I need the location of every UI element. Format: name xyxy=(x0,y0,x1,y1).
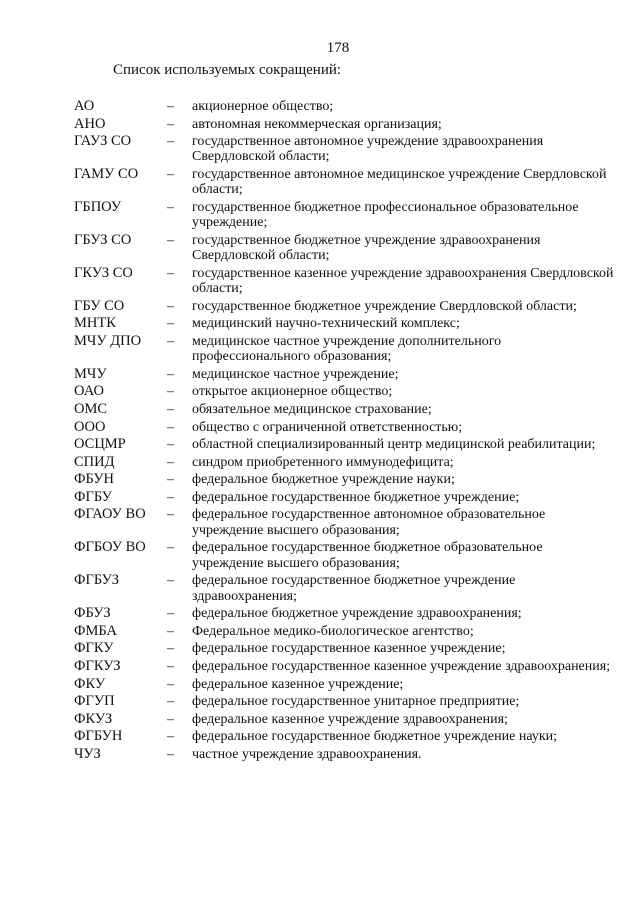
abbreviation-definition: федеральное казенное учреждение здравоохранения; xyxy=(192,711,508,727)
abbreviation-term: ФКУЗ xyxy=(74,710,113,727)
abbreviation-definition: государственное бюджетное учреждение Свердловской области; xyxy=(192,298,577,314)
abbreviation-row xyxy=(74,472,614,487)
abbreviation-term: ОСЦМР xyxy=(74,436,126,453)
abbreviation-dash: – xyxy=(167,623,174,639)
abbreviation-term: ФГКУЗ xyxy=(74,657,121,674)
abbreviation-definition: государственное автономное учреждение здравоохранения Свердловской области; xyxy=(192,134,544,165)
abbreviation-definition: областной специализированный центр медицинской реабилитации; xyxy=(192,437,596,453)
abbreviation-row xyxy=(74,694,614,709)
abbreviation-dash: – xyxy=(167,540,174,556)
abbreviation-row xyxy=(74,316,614,331)
abbreviation-dash: – xyxy=(167,676,174,692)
abbreviation-definition: федеральное государственное бюджетное учреждение науки; xyxy=(192,729,558,745)
abbreviation-row xyxy=(74,99,614,114)
abbreviation-term: ЧУЗ xyxy=(74,745,101,762)
abbreviation-term: СПИД xyxy=(74,453,115,470)
abbreviation-dash: – xyxy=(167,489,174,505)
abbreviation-row xyxy=(74,659,614,674)
abbreviation-dash: – xyxy=(167,694,174,710)
abbreviation-row xyxy=(74,712,614,727)
abbreviation-dash: – xyxy=(167,333,174,349)
abbreviation-definition: автономная некоммерческая организация; xyxy=(192,116,442,132)
abbreviation-definition: государственное казенное учреждение здравоохранения Свердловской области; xyxy=(192,265,614,297)
abbreviation-row xyxy=(74,624,614,639)
abbreviation-dash: – xyxy=(167,199,174,215)
abbreviation-row xyxy=(74,367,614,382)
abbreviation-row xyxy=(74,266,614,297)
page-number: 178 xyxy=(326,40,350,56)
abbreviation-row xyxy=(74,606,614,621)
abbreviation-term: ГКУЗ СО xyxy=(74,264,133,281)
abbreviation-definition: Федеральное медико-биологическое агентство; xyxy=(192,623,474,639)
abbreviation-row xyxy=(74,455,614,470)
abbreviation-definition: федеральное государственное автономное образовательное учреждение высшего образования; xyxy=(192,507,546,538)
abbreviation-definition: федеральное государственное бюджетное образовательное учреждение высшего образования; xyxy=(192,540,543,571)
abbreviation-definition: акционерное общество; xyxy=(192,99,334,114)
abbreviation-row xyxy=(74,420,614,435)
abbreviation-dash: – xyxy=(167,454,174,470)
abbreviation-definition: медицинское частное учреждение; xyxy=(192,366,399,382)
abbreviation-dash: – xyxy=(167,606,174,622)
abbreviation-dash: – xyxy=(167,366,174,382)
abbreviation-dash: – xyxy=(167,316,174,332)
abbreviation-definition: федеральное государственное казенное учреждение здравоохранения; xyxy=(192,658,611,674)
abbreviation-term: ФБУЗ xyxy=(74,605,111,622)
abbreviation-list xyxy=(74,99,614,764)
abbreviation-dash: – xyxy=(167,265,174,281)
abbreviation-dash: – xyxy=(167,167,174,183)
abbreviation-term: МЧУ ДПО xyxy=(74,332,142,349)
abbreviation-term: ФКУ xyxy=(74,675,106,692)
abbreviation-row xyxy=(74,117,614,132)
abbreviation-dash: – xyxy=(167,116,174,132)
abbreviation-dash: – xyxy=(167,658,174,674)
abbreviation-definition: федеральное государственное казенное учреждение; xyxy=(192,641,506,657)
abbreviation-definition: федеральное государственное унитарное предприятие; xyxy=(192,694,520,710)
abbreviation-dash: – xyxy=(167,437,174,453)
abbreviation-term: МЧУ xyxy=(74,365,107,382)
abbreviation-term: ФГБОУ ВО xyxy=(74,539,146,556)
abbreviation-row xyxy=(74,334,614,365)
abbreviation-dash: – xyxy=(167,384,174,400)
abbreviation-row xyxy=(74,402,614,417)
abbreviation-term: ФГБУЗ xyxy=(74,572,119,589)
abbreviation-term: ОАО xyxy=(74,383,104,400)
abbreviation-term: ФГБУН xyxy=(74,728,123,745)
abbreviation-definition: медицинский научно-технический комплекс; xyxy=(192,316,460,332)
abbreviation-dash: – xyxy=(167,232,174,248)
abbreviation-dash: – xyxy=(167,641,174,657)
abbreviation-term: ФМБА xyxy=(74,622,117,639)
abbreviation-term: ФБУН xyxy=(74,471,115,488)
abbreviation-definition: государственное бюджетное учреждение здравоохранения Свердловской области; xyxy=(192,232,541,264)
abbreviation-row xyxy=(74,233,614,264)
abbreviation-definition: государственное автономное медицинское учреждение Свердловской области; xyxy=(192,167,607,198)
abbreviation-definition: государственное бюджетное профессиональное образовательное учреждение; xyxy=(192,199,579,231)
abbreviation-row xyxy=(74,437,614,452)
abbreviation-row xyxy=(74,200,614,231)
abbreviation-term: ГБУЗ СО xyxy=(74,231,132,248)
abbreviation-dash: – xyxy=(167,729,174,745)
abbreviation-dash: – xyxy=(167,746,174,762)
abbreviation-definition: частное учреждение здравоохранения. xyxy=(192,746,422,762)
abbreviation-definition: медицинское частное учреждение дополнительного профессионального образования; xyxy=(192,333,502,365)
abbreviation-row xyxy=(74,677,614,692)
abbreviation-dash: – xyxy=(167,573,174,589)
abbreviation-term: ФГКУ xyxy=(74,640,114,657)
abbreviation-term: ГАМУ СО xyxy=(74,166,139,183)
abbreviation-term: АНО xyxy=(74,115,106,132)
abbreviation-dash: – xyxy=(167,401,174,417)
abbreviation-term: ГБУ СО xyxy=(74,297,125,314)
abbreviation-term: ОМС xyxy=(74,400,108,417)
abbreviation-definition: обязательное медицинское страхование; xyxy=(192,401,432,417)
abbreviation-definition: общество с ограниченной ответственностью; xyxy=(192,419,463,435)
abbreviation-dash: – xyxy=(167,507,174,523)
list-title: Список используемых сокращений: xyxy=(113,62,342,78)
abbreviation-definition: федеральное государственное бюджетное учреждение здравоохранения; xyxy=(192,573,516,604)
abbreviation-row xyxy=(74,134,614,165)
abbreviation-dash: – xyxy=(167,99,174,114)
abbreviation-term: ООО xyxy=(74,418,106,435)
abbreviation-row xyxy=(74,729,614,744)
abbreviation-term: ГАУЗ СО xyxy=(74,133,132,150)
abbreviation-definition: федеральное государственное бюджетное учреждение; xyxy=(192,489,520,505)
abbreviation-definition: федеральное бюджетное учреждение науки; xyxy=(192,472,455,488)
abbreviation-dash: – xyxy=(167,134,174,150)
abbreviation-term: ГБПОУ xyxy=(74,198,122,215)
abbreviation-term: ФГБУ xyxy=(74,488,112,505)
abbreviation-row xyxy=(74,384,614,399)
abbreviation-definition: синдром приобретенного иммунодефицита; xyxy=(192,454,454,470)
abbreviation-dash: – xyxy=(167,711,174,727)
abbreviation-term: АО xyxy=(74,98,95,114)
abbreviation-row xyxy=(74,573,614,604)
abbreviation-term: МНТК xyxy=(74,315,116,332)
abbreviation-row xyxy=(74,540,614,571)
abbreviation-definition: федеральное казенное учреждение; xyxy=(192,676,404,692)
abbreviation-dash: – xyxy=(167,298,174,314)
abbreviation-row xyxy=(74,507,614,538)
abbreviation-definition: открытое акционерное общество; xyxy=(192,384,393,400)
abbreviation-row xyxy=(74,167,614,198)
abbreviation-definition: федеральное бюджетное учреждение здравоохранения; xyxy=(192,606,522,622)
abbreviation-term: ФГУП xyxy=(74,693,115,710)
abbreviation-dash: – xyxy=(167,419,174,435)
abbreviation-row xyxy=(74,299,614,314)
abbreviation-row xyxy=(74,490,614,505)
abbreviation-row xyxy=(74,641,614,656)
abbreviation-term: ФГАОУ ВО xyxy=(74,506,146,523)
abbreviation-row xyxy=(74,747,614,762)
abbreviation-dash: – xyxy=(167,472,174,488)
